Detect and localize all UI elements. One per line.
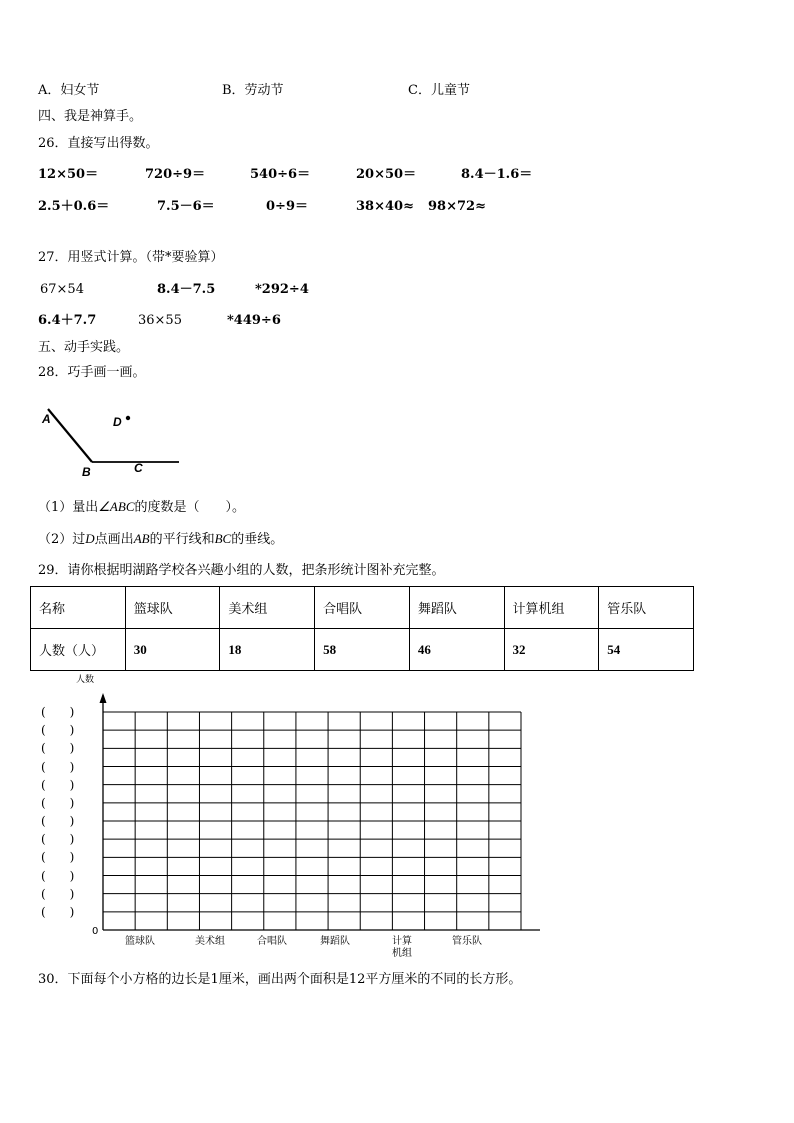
option-a: A．妇女节 xyxy=(38,83,100,98)
x-label-band: 管乐队 xyxy=(452,936,482,947)
q27-title: 27．用竖式计算。（带*要验算） xyxy=(38,250,224,265)
q28-part2-mid1: 点画出 xyxy=(94,532,134,547)
y-axis-blank: ( ) xyxy=(41,723,75,738)
option-c: C．儿童节 xyxy=(408,83,470,98)
table-row-label: 人数（人） xyxy=(31,629,126,671)
y-axis-blank: ( ) xyxy=(41,832,75,847)
q28-part1-after: 的度数是（ ）。 xyxy=(134,500,246,515)
q26-item: 2.5＋0.6＝ xyxy=(38,199,110,214)
x-label-art: 美术组 xyxy=(195,936,225,947)
table-cell: 18 xyxy=(220,629,315,671)
q27-item: *449÷6 xyxy=(227,313,281,328)
label-a: A xyxy=(42,412,51,426)
q26-item: 98×72≈ xyxy=(428,199,486,214)
q27-item: 36×55 xyxy=(138,313,182,328)
y-axis-blank: ( ) xyxy=(41,705,75,719)
q26-item: 20×50＝ xyxy=(356,167,417,182)
x-label-basketball: 篮球队 xyxy=(125,936,155,947)
q28-part2-mid2: 的平行线和 xyxy=(149,532,215,547)
table-header-cell: 舞蹈队 xyxy=(409,587,504,629)
y-axis-blank: ( ) xyxy=(41,868,75,883)
label-c: C xyxy=(134,461,143,475)
q27-item: 8.4－7.5 xyxy=(157,282,216,297)
y-axis-blank: ( ) xyxy=(41,814,75,828)
y-axis-arrow xyxy=(100,693,107,703)
table-cell: 54 xyxy=(599,629,694,671)
q26-title: 26．直接写出得数。 xyxy=(38,136,159,151)
y-axis-blank: ( ) xyxy=(41,795,75,810)
table-header-cell: 美术组 xyxy=(220,587,315,629)
table-cell: 32 xyxy=(504,629,599,671)
y-axis-blank: ( ) xyxy=(41,850,75,865)
q27-item: 67×54 xyxy=(40,282,84,297)
chart-y-title: 人数 xyxy=(76,675,95,685)
q28-part2-before: （2）过 xyxy=(38,532,86,547)
table-cell: 58 xyxy=(315,629,410,671)
q28-segment-ab: AB xyxy=(133,531,150,546)
q30-title: 30．下面每个小方格的边长是1厘米，画出两个面积是12平方厘米的不同的长方形。 xyxy=(38,972,522,987)
y-axis-blank: ( ) xyxy=(41,904,75,919)
table-header-cell: 名称 xyxy=(31,587,126,629)
q26-item: 7.5－6＝ xyxy=(157,199,215,214)
section-5-heading: 五、动手实践。 xyxy=(38,340,130,355)
q26-item: 8.4－1.6＝ xyxy=(461,167,533,182)
table-header-cell: 合唱队 xyxy=(315,587,410,629)
q28-point-d: D xyxy=(85,531,95,546)
q28-part1-before: （1）量出 xyxy=(38,500,99,515)
q26-item: 720÷9＝ xyxy=(145,167,206,182)
y-axis-blank: ( ) xyxy=(41,886,75,901)
y-axis-blank: ( ) xyxy=(41,777,75,792)
q28-title: 28．巧手画一画。 xyxy=(38,365,146,380)
chart-origin: 0 xyxy=(92,926,99,937)
q29-title: 29．请你根据明湖路学校各兴趣小组的人数，把条形统计图补充完整。 xyxy=(38,563,445,578)
table-cell: 46 xyxy=(409,629,504,671)
section-4-heading: 四、我是神算手。 xyxy=(38,109,143,124)
x-label-computer: 计算机组 xyxy=(392,936,412,959)
label-b: B xyxy=(82,465,91,478)
q28-part2-after: 的垂线。 xyxy=(231,532,284,547)
x-label-choir: 合唱队 xyxy=(257,936,287,947)
y-axis-blank: ( ) xyxy=(41,741,75,756)
label-d: D xyxy=(113,415,122,429)
table-header-cell: 计算机组 xyxy=(504,587,599,629)
q27-item: *292÷4 xyxy=(255,282,309,297)
q28-angle: ∠ABC xyxy=(98,499,135,514)
q26-item: 38×40≈ xyxy=(356,199,414,214)
q26-item: 12×50＝ xyxy=(38,167,99,182)
table-header-cell: 篮球队 xyxy=(125,587,220,629)
q28-segment-bc: BC xyxy=(214,531,232,546)
q26-item: 0÷9＝ xyxy=(266,199,308,214)
x-label-dance: 舞蹈队 xyxy=(320,936,350,947)
table-cell: 30 xyxy=(125,629,220,671)
table-header-cell: 管乐队 xyxy=(599,587,694,629)
option-b: B．劳动节 xyxy=(222,83,284,98)
q26-item: 540÷6＝ xyxy=(250,167,311,182)
y-axis-blank: ( ) xyxy=(41,759,75,774)
q27-item: 6.4＋7.7 xyxy=(38,313,97,328)
